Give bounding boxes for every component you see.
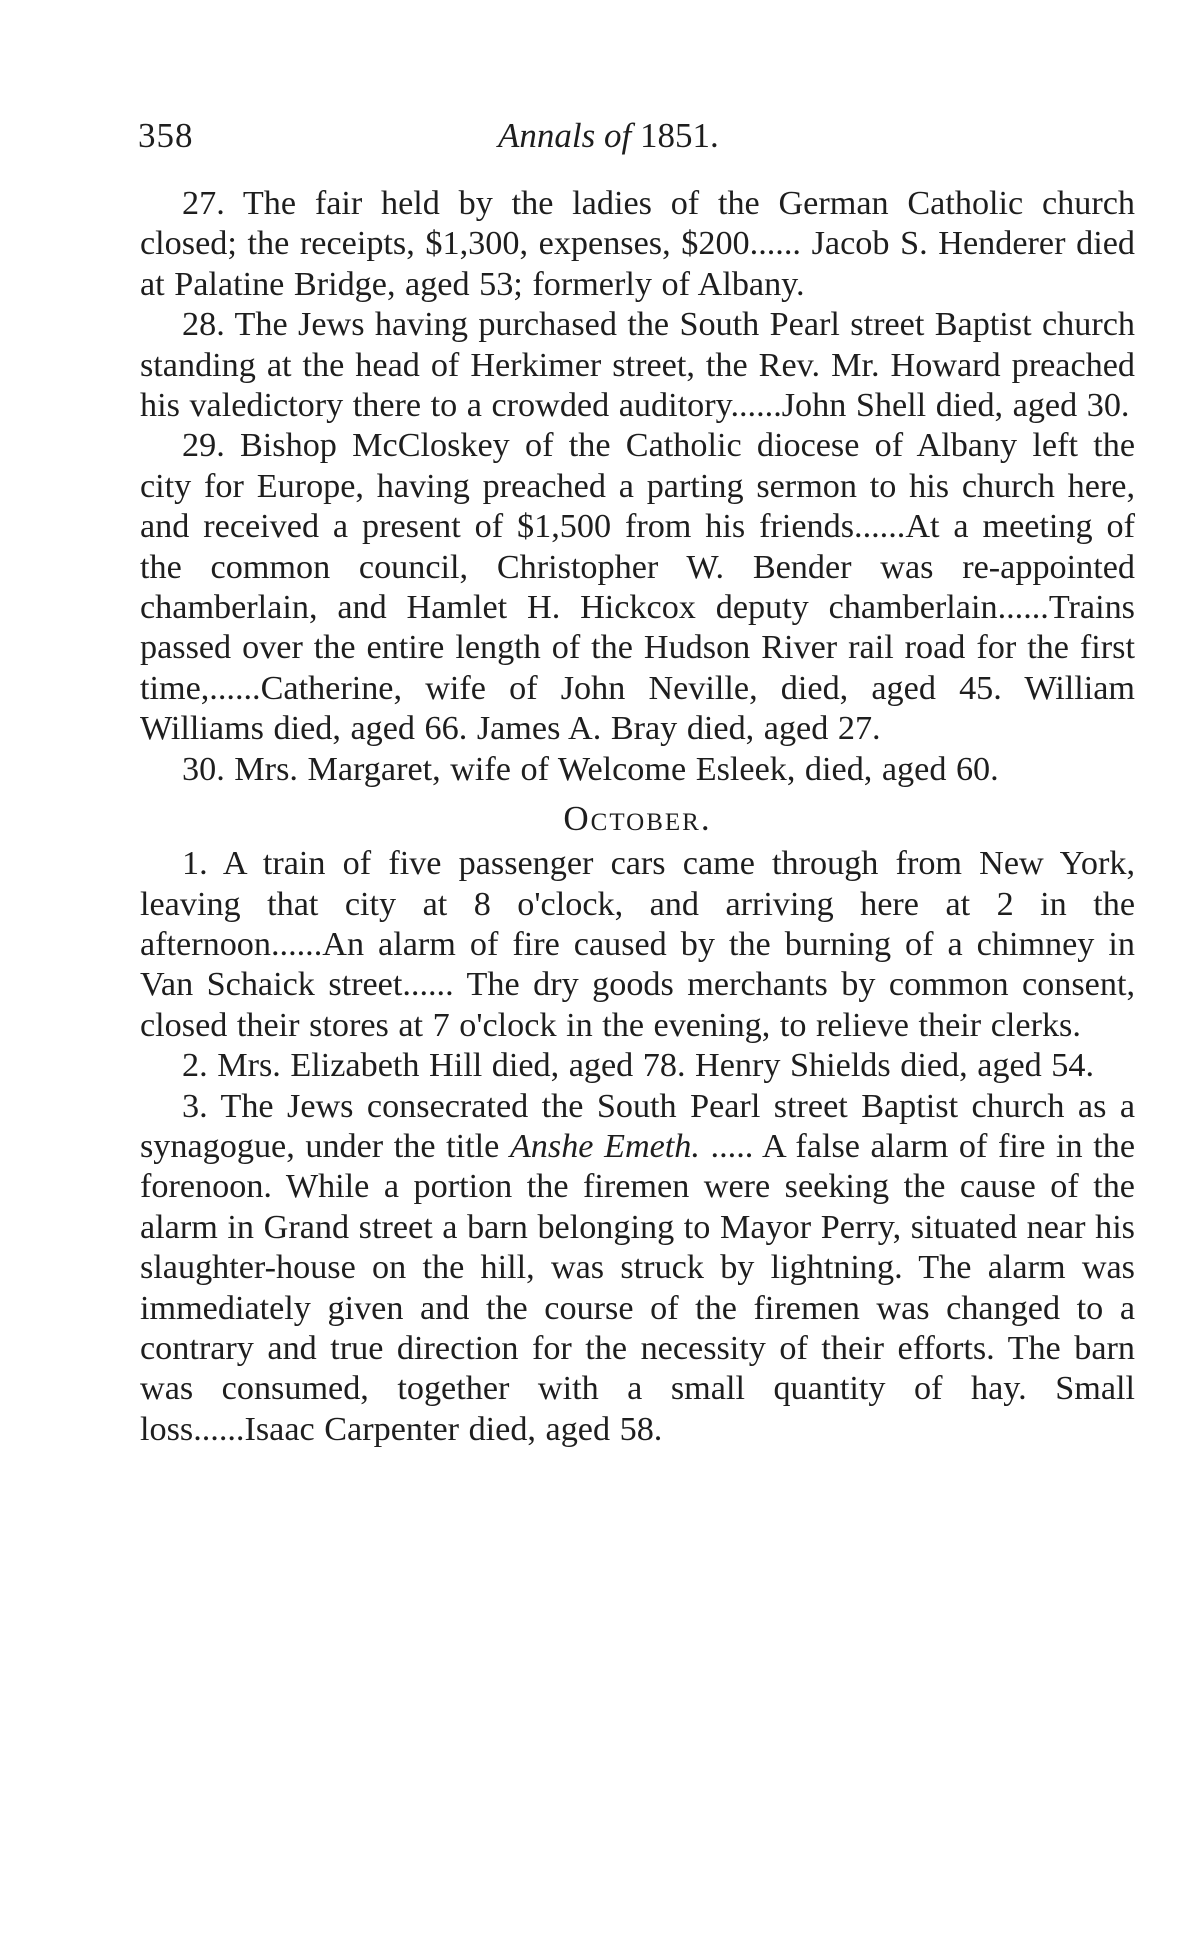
entry-30: 30. Mrs. Margaret, wife of Welcome Esleek, died, aged 60. (182, 750, 999, 788)
october-entry-3 (140, 1087, 1135, 1451)
entry-28: 28. The Jews having purchased the South Pearl street Baptist church standing at the head of Herkimer street, the Rev. Mr. Howard preached his valedictory there to a crowded auditory......John Shell died, aged 30. (140, 306, 1135, 425)
october-entry-1: 1. A train of five passenger cars came through from New York, leaving that city at 8 o'clock, and arriving here at 2 in the afternoon......An alarm of fire caused by the burning of a chimney in Van Schaick street...... The dry goods merchants by common consent, closed their stores at 7 o'clock in the evening, to relieve their clerks. (140, 845, 1135, 1044)
title-italic: Annals of (498, 116, 632, 155)
body-text (140, 184, 1135, 1450)
entry-27: 27. The fair held by the ladies of the German Catholic church closed; the receipts, $1,300, expenses, $200...... Jacob S. Henderer died at Palatine Bridge, aged 53; formerly of Albany. (140, 185, 1135, 303)
synagogue-title: Anshe Emeth. (509, 1127, 700, 1165)
entry-29: 29. Bishop McCloskey of the Catholic diocese of Albany left the city for Europe, having preached a parting sermon to his church here, and received a present of $1,500 from his friends......At a meeting of the common council, Christopher W. Bender was re-appointed chamberlain, and Hamlet H. Hickcox deputy chamberlain......Trains passed over the entire length of the Hudson River rail road for the first time,......Catherine, wife of John Neville, died, aged 45. William Williams died, aged 66. James A. Bray died, aged 27. (140, 427, 1135, 748)
running-head (138, 112, 1100, 160)
october-entry-2: 2. Mrs. Elizabeth Hill died, aged 78. Henry Shields died, aged 54. (182, 1047, 1095, 1085)
title-year: 1851. (639, 116, 719, 155)
page-title (498, 112, 719, 160)
october-entry-3-text-before: 3. The Jews consecrated the South Pearl street Baptist church as a synagogue, under the title (140, 1087, 1135, 1165)
month-heading: October. (563, 799, 712, 839)
october-entry-3-text-after: ..... A false alarm of fire in the forenoon. While a portion the firemen were seeking the cause of the alarm in Grand street a barn belonging to Mayor Perry, situated near his slaughter-house on the hill, was struck by lightning. The alarm was immediately given and the course of the firemen was changed to a contrary and true direction for the necessity of their efforts. The barn was consumed, together with a small quantity of hay. Small loss......Isaac Carpenter died, aged 58. (140, 1127, 1135, 1448)
page-number: 358 (138, 116, 194, 155)
